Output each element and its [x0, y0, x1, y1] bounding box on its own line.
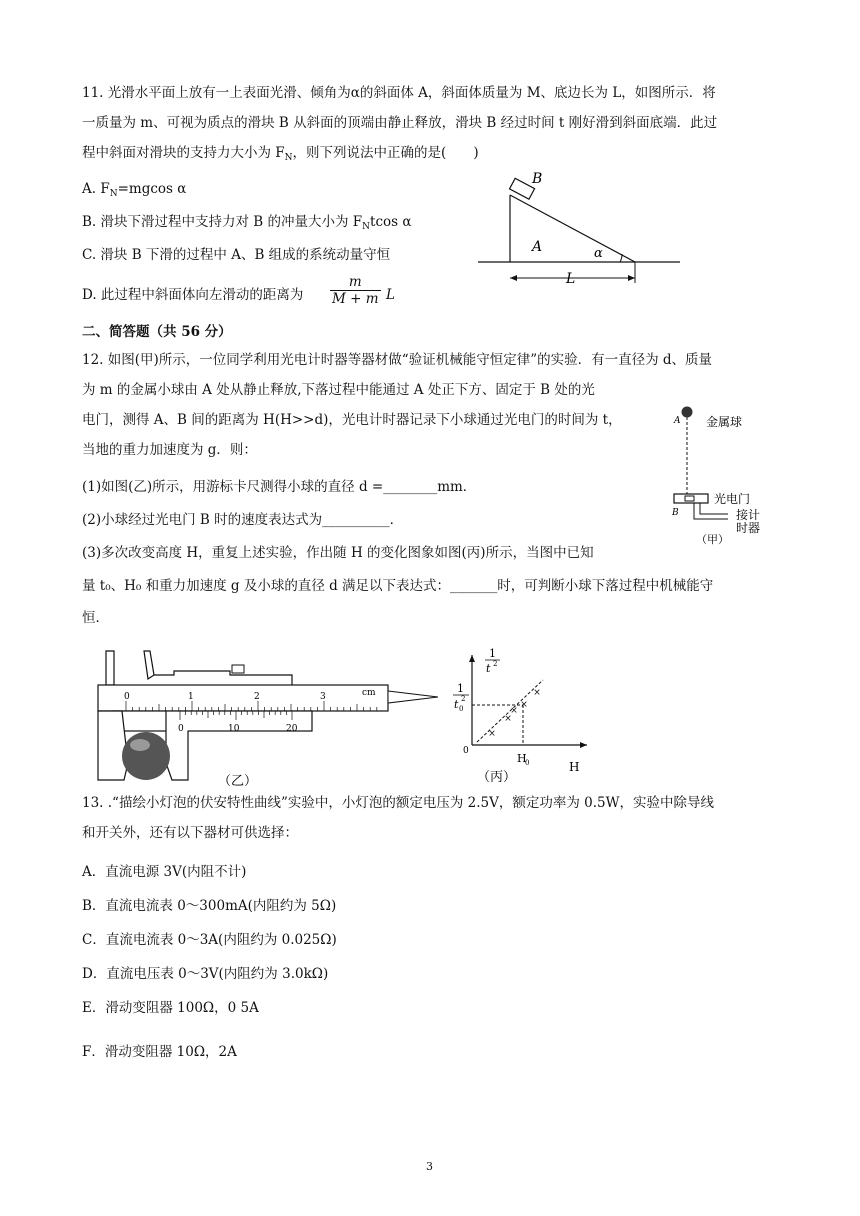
- q11-option-a[interactable]: A. $F_N=mgcos$ α: [82, 181, 187, 199]
- q13-option-e[interactable]: E．滑动变阻器 100Ω，0 5A: [82, 1000, 259, 1016]
- q11-option-c[interactable]: C. 滑块 B 下滑的过程中 A、B 组成的系统动量守恒: [82, 247, 391, 263]
- q12-line1: 12. 如图(甲)所示，一位同学利用光电计时器等器材做“验证机械能守恒定律”的实验．有一直径为 d、质量: [82, 352, 713, 368]
- unit-label: cm: [362, 688, 376, 698]
- q11-option-d-L: L: [386, 287, 395, 303]
- graph-figure: [445, 645, 595, 785]
- q12-sub2: (2)小球经过光电门 B 时的速度表达式为__________．: [82, 512, 404, 528]
- vernier-tick-20: 20: [286, 724, 298, 734]
- vernier-caliper-figure: [92, 645, 442, 790]
- svg-text:1: 1: [457, 682, 464, 695]
- q12-line3: 电门，测得 A、B 间的距离为 H(H>>d)，光电计时器记录下小球通过光电门的时间为 t，: [82, 412, 622, 428]
- q12-sub1: (1)如图(乙)所示，用游标卡尺测得小球的直径 d =________mm．: [82, 479, 477, 495]
- q12-line4: 当地的重力加速度为 g．则：: [82, 442, 257, 458]
- svg-text:×: ×: [510, 706, 518, 716]
- fig-label-A: A: [532, 239, 543, 255]
- q12-sub3-line1: (3)多次改变高度 H，重复上述实验，作出随 H 的变化图象如图(丙)所示，当图中已知: [82, 545, 594, 561]
- q13-line2: 和开关外，还有以下器材可供选择：: [82, 825, 298, 841]
- svg-text:1: 1: [489, 647, 496, 660]
- fig-label-B: B: [532, 171, 543, 187]
- incline-figure: [470, 165, 690, 290]
- svg-text:2: 2: [493, 660, 498, 668]
- q11-option-b[interactable]: B. 滑块下滑过程中支持力对 B 的冲量大小为 $F_Ntcos$ α: [82, 214, 412, 232]
- q11-option-d-fraction: $\frac{m}{M + m}$: [332, 274, 379, 307]
- svg-text:H: H: [517, 752, 527, 765]
- q13-line1: 13. .“描绘小灯泡的伏安特性曲线”实验中，小灯泡的额定电压为 2.5V，额定功率为 0.5W，实验中除导线: [82, 795, 715, 811]
- svg-text:0: 0: [463, 746, 469, 756]
- q13-option-f[interactable]: F．滑动变阻器 10Ω，2A: [82, 1044, 237, 1060]
- svg-text:0: 0: [459, 705, 464, 713]
- main-tick-3: 3: [320, 692, 326, 702]
- q13-option-a[interactable]: A．直流电源 3V(内阻不计): [82, 864, 247, 880]
- photogate-figure: [660, 400, 790, 545]
- svg-text:×: ×: [488, 729, 496, 739]
- svg-text:时器: 时器: [736, 521, 761, 535]
- svg-text:t: t: [486, 662, 491, 675]
- q11-line3: 程中斜面对滑块的支持力大小为 $F_N$，则下列说法中正确的是( ): [82, 145, 479, 163]
- svg-text:t: t: [454, 698, 459, 711]
- svg-text:B: B: [672, 508, 679, 518]
- svg-text:×: ×: [520, 700, 528, 710]
- svg-text:（甲）: （甲）: [696, 533, 729, 545]
- q11-line1: 11. 光滑水平面上放有一上表面光滑、倾角为α的斜面体 A，斜面体质量为 M、底边长为 L，如图所示．将: [82, 85, 716, 101]
- svg-text:接计: 接计: [736, 508, 761, 522]
- svg-text:H: H: [569, 760, 580, 774]
- q12-sub3-line3: 恒．: [82, 610, 109, 626]
- ball-label: 金属球: [706, 415, 743, 429]
- q12-sub3-line2: 量 t₀、H₀ 和重力加速度 g 及小球的直径 d 满足以下表达式：_______时，可判断小球下落过程中机械能守: [82, 578, 714, 594]
- main-tick-2: 2: [254, 692, 260, 702]
- q13-option-c[interactable]: C．直流电流表 0～3A(内阻约为 0.025Ω): [82, 932, 337, 948]
- q11-option-d[interactable]: D. 此过程中斜面体向左滑动的距离为: [82, 287, 304, 303]
- q12-line2: 为 m 的金属小球由 A 处从静止释放,下落过程中能通过 A 处正下方、固定于 B 处的光: [82, 382, 595, 398]
- q11-line2: 一质量为 m、可视为质点的滑块 B 从斜面的顶端由静止释放，滑块 B 经过时间 t 刚好滑到斜面底端．此过: [82, 115, 718, 131]
- section-heading: 二、简答题（共 56 分）: [82, 324, 232, 340]
- fig-label-alpha: α: [594, 246, 603, 261]
- caption-bing: （丙）: [477, 770, 517, 785]
- vernier-tick-10: 10: [228, 724, 240, 734]
- svg-text:2: 2: [461, 695, 466, 703]
- svg-text:×: ×: [504, 714, 512, 724]
- page-number: 3: [426, 1160, 433, 1173]
- vernier-tick-0: 0: [178, 724, 184, 734]
- fig-label-L: L: [566, 271, 576, 287]
- photogate-label: 光电门: [714, 492, 751, 506]
- q13-option-d[interactable]: D．直流电压表 0～3V(内阻约为 3.0kΩ): [82, 966, 329, 982]
- svg-text:0: 0: [525, 759, 530, 767]
- main-tick-0: 0: [124, 692, 130, 702]
- q13-option-b[interactable]: B．直流电流表 0～300mA(内阻约为 5Ω): [82, 898, 337, 914]
- main-tick-1: 1: [188, 692, 194, 702]
- svg-text:×: ×: [533, 688, 541, 698]
- svg-text:A: A: [674, 416, 681, 426]
- caption-yi: （乙）: [218, 774, 258, 789]
